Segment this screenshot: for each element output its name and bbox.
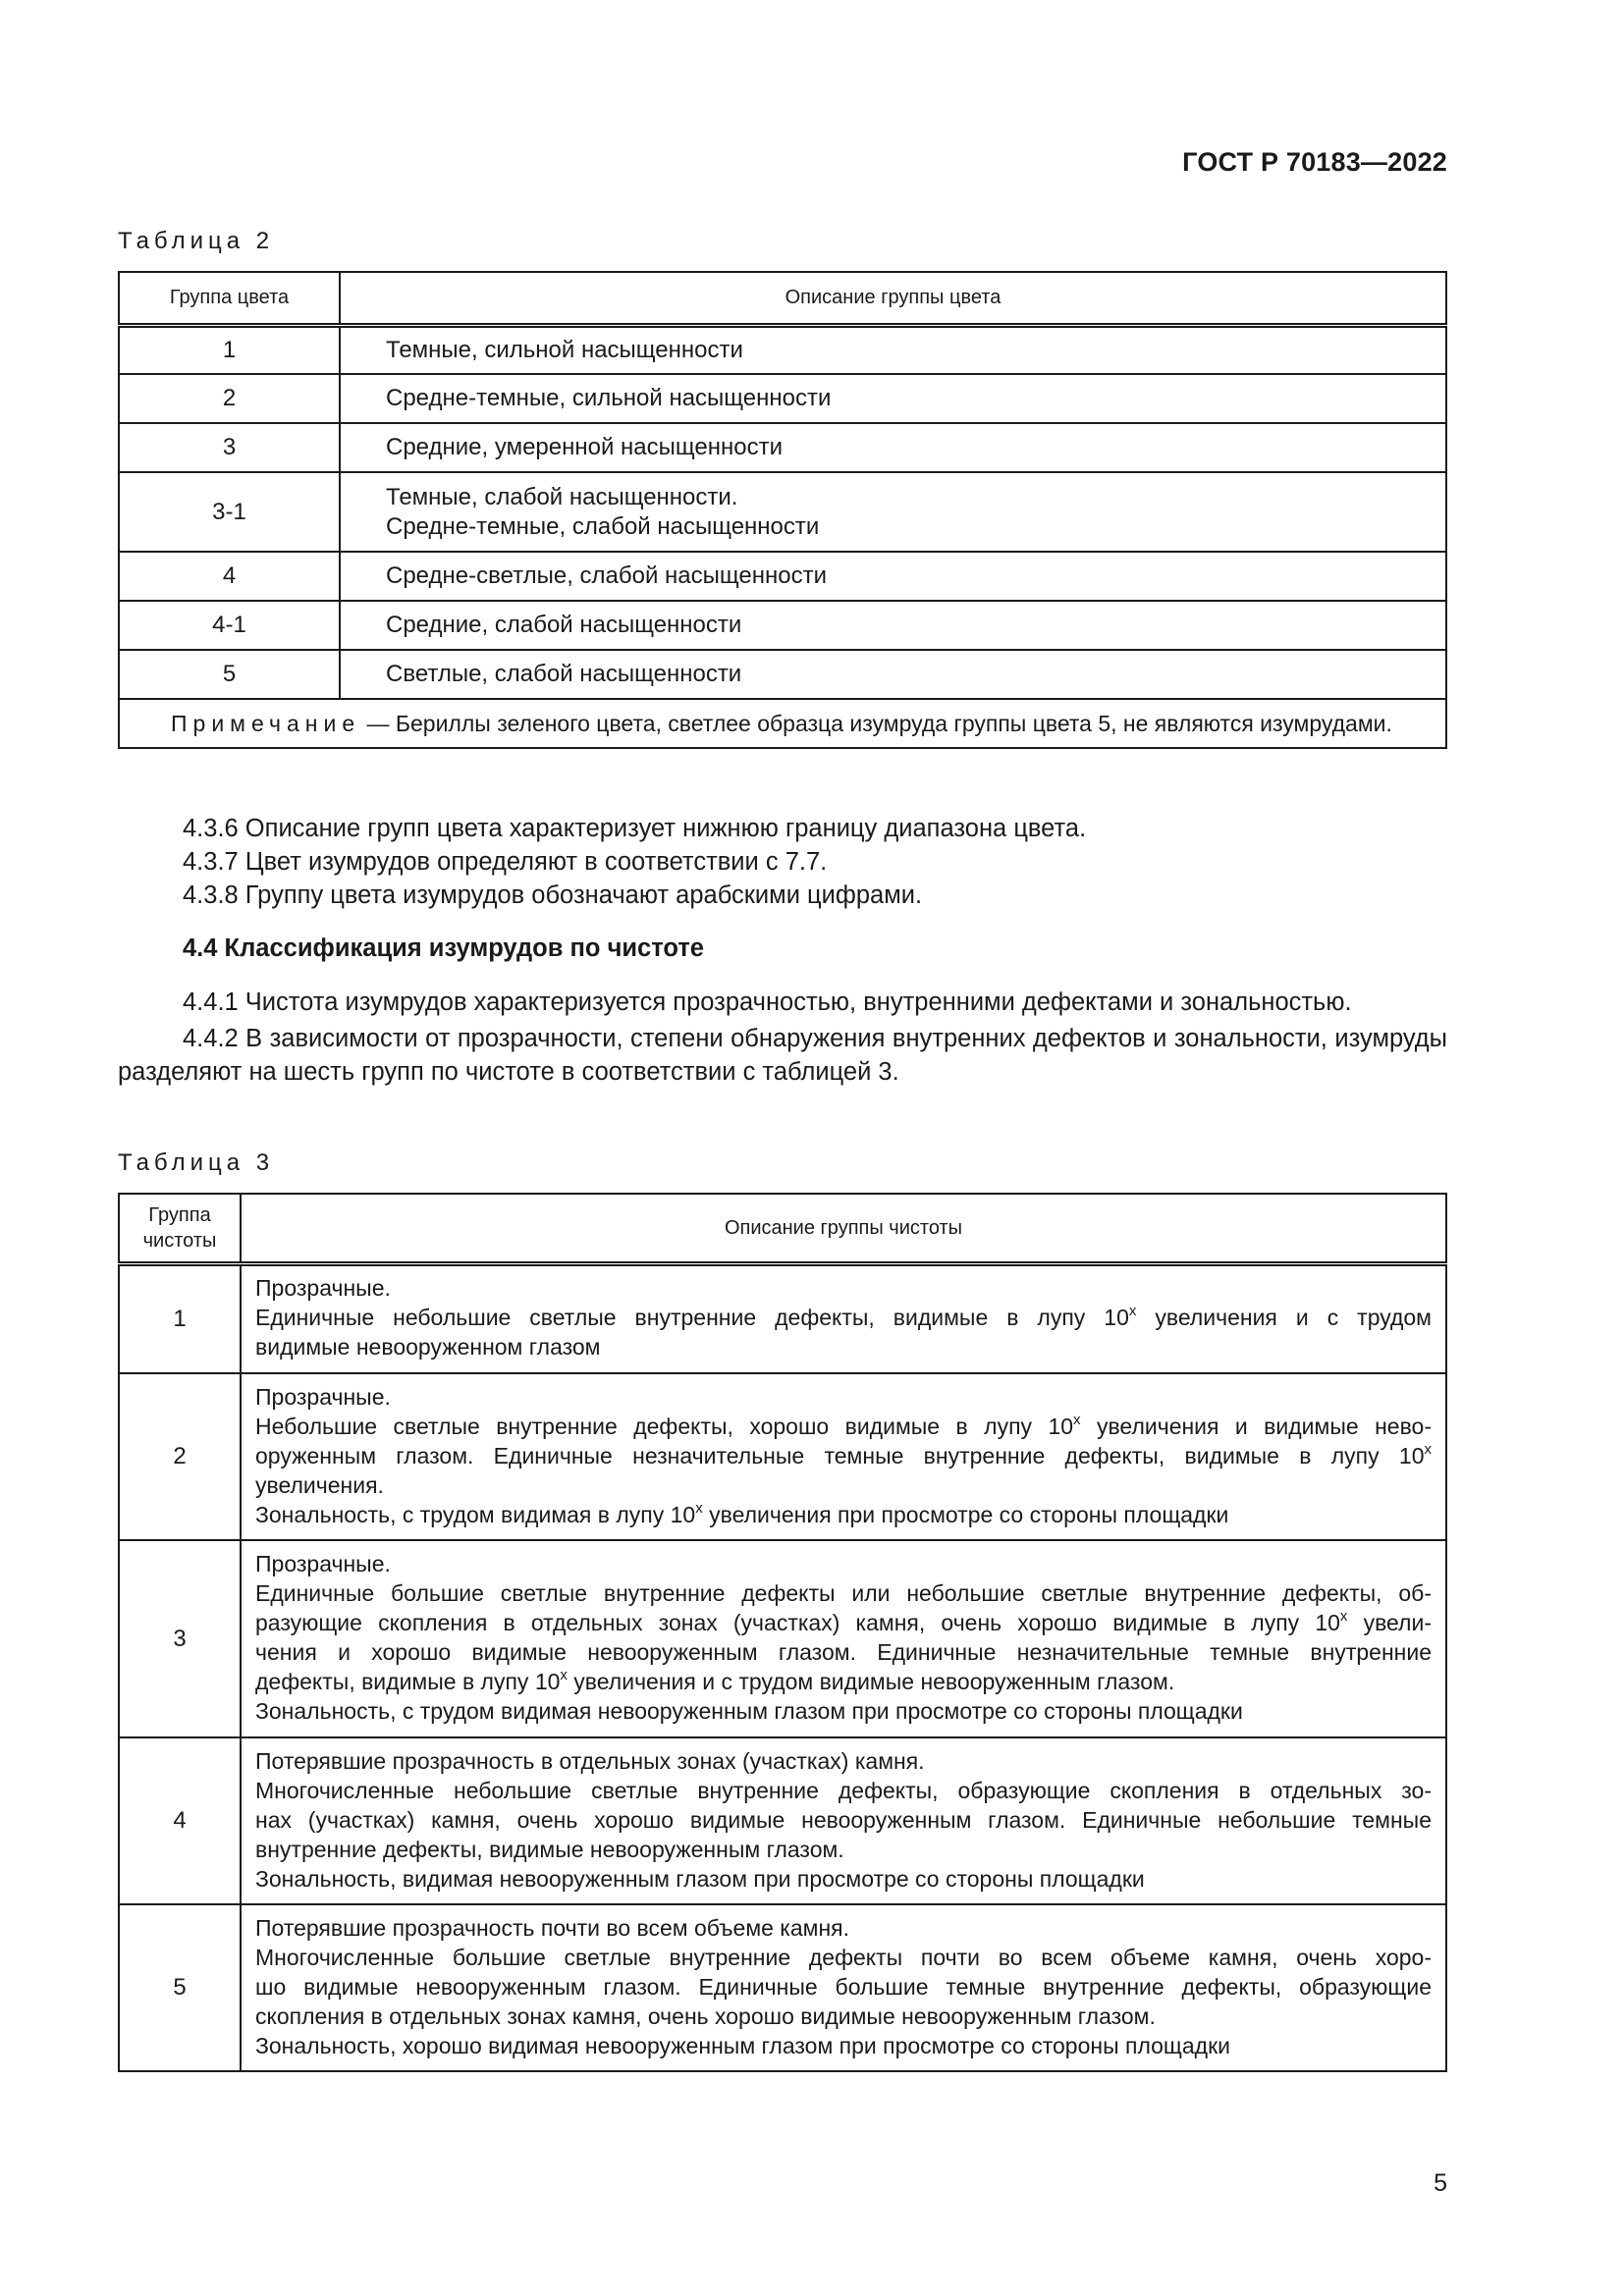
clarity-group-description xyxy=(241,1540,1446,1737)
paragraphs-4-3 xyxy=(118,812,1447,912)
paragraph-4-3-8: 4.3.8 Группу цвета изумрудов обозначают арабскими цифрами. xyxy=(183,881,923,909)
superscript: x xyxy=(695,1499,703,1517)
color-group-number: 3-1 xyxy=(119,472,340,552)
description-line: Многочисленные большие светлые внутренние дефекты почти во всем объеме камня, очень хоро- xyxy=(255,1944,1432,1970)
superscript: x xyxy=(560,1667,568,1683)
description-line: Многочисленные небольшие светлые внутренние дефекты, образующие скопления в отдельных зо- xyxy=(255,1777,1432,1803)
table-2-note xyxy=(119,699,1446,748)
clarity-group-description xyxy=(241,1904,1446,2071)
description-line: Зональность, хорошо видимая невооруженным глазом при просмотре со стороны площадки xyxy=(255,2032,1230,2058)
clarity-group-number: 1 xyxy=(119,1263,241,1373)
description-line: Прозрачные. xyxy=(255,1275,391,1302)
paragraphs-4-4 xyxy=(118,986,1447,1089)
table-row xyxy=(119,601,1446,650)
text-run: увеличения и с трудом видимые невооруженным глазом. xyxy=(567,1669,1175,1694)
table-row xyxy=(119,1263,1446,1373)
clarity-group-number: 4 xyxy=(119,1737,241,1904)
description-line: Потерявшие прозрачность почти во всем объеме камня. xyxy=(255,1914,850,1941)
description-line: увеличения. xyxy=(255,1471,384,1498)
color-group-description: Средне-темные, сильной насыщенности xyxy=(340,374,1446,423)
description-line: Средне-темные, слабой насыщенности xyxy=(386,512,820,540)
text-run: увеличения и с трудом xyxy=(1136,1305,1432,1331)
clarity-group-number: 5 xyxy=(119,1904,241,2071)
description-line xyxy=(255,1500,1432,1529)
table-row xyxy=(119,650,1446,699)
table-3-header-group xyxy=(119,1194,241,1263)
color-group-description: Средние, умеренной насыщенности xyxy=(340,423,1446,472)
note-text: — Бериллы зеленого цвета, светлее образца изумруда группы цвета 5, не являются изумрудами. xyxy=(360,711,1392,736)
color-group-number: 1 xyxy=(119,325,340,374)
description-line xyxy=(255,1441,1432,1470)
table-row xyxy=(119,1373,1446,1540)
table-3-caption: Таблица 3 xyxy=(118,1149,275,1176)
description-line: Прозрачные. xyxy=(255,1551,391,1576)
text-run: увели- xyxy=(1347,1610,1432,1635)
text-run: увеличения при просмотре со стороны площадки xyxy=(702,1501,1229,1527)
text-run: оруженным глазом. Единичные незначительные темные внутренние дефекты, видимые в лупу 10 xyxy=(255,1442,1425,1468)
description-line: Прозрачные. xyxy=(255,1383,391,1410)
clarity-group-description xyxy=(241,1263,1446,1373)
description-line: видимые невооруженном глазом xyxy=(255,1334,601,1361)
description-line: Зональность, видимая невооруженным глазом при просмотре со стороны площадки xyxy=(255,1865,1145,1892)
clarity-group-number: 3 xyxy=(119,1540,241,1737)
description-line: шо видимые невооруженным глазом. Единичные большие темные внутренние дефекты, образующие xyxy=(255,1973,1432,2000)
description-line: скопления в отдельных зонах камня, очень хорошо видимые невооруженным глазом. xyxy=(255,2002,1156,2029)
text-run: разующие скопления в отдельных зонах (участках) камня, очень хорошо видимые в лупу 10 xyxy=(255,1610,1340,1635)
text-run: Небольшие светлые внутренние дефекты, хорошо видимые в лупу 10 xyxy=(255,1413,1074,1439)
color-group-description xyxy=(340,472,1446,552)
table-row xyxy=(119,374,1446,423)
text-run: дефекты, видимые в лупу 10 xyxy=(255,1669,561,1694)
color-group-number: 4 xyxy=(119,552,340,601)
color-group-number: 2 xyxy=(119,374,340,423)
color-group-description: Средние, слабой насыщенности xyxy=(340,601,1446,650)
description-line: внутренние дефекты, видимые невооруженным глазом. xyxy=(255,1836,844,1862)
superscript: x xyxy=(1339,1608,1348,1625)
paragraph-4-4-1: 4.4.1 Чистота изумрудов характеризуется прозрачностью, внутренними дефектами и зональностью. xyxy=(183,988,1352,1016)
description-line: Единичные большие светлые внутренние дефекты или небольшие светлые внутренние дефекты, об- xyxy=(255,1580,1432,1606)
paragraph-4-3-6: 4.3.6 Описание групп цвета характеризует нижнюю границу диапазона цвета. xyxy=(183,815,1087,842)
description-line: нах (участках) камня, очень хорошо видимые невооруженным глазом. Единичные небольшие темные xyxy=(255,1806,1432,1833)
superscript: x xyxy=(1073,1411,1081,1428)
document-number: ГОСТ Р 70183—2022 xyxy=(1182,147,1447,177)
table-row xyxy=(119,552,1446,601)
text-run: Зональность, с трудом видимая в лупу 10 xyxy=(255,1501,696,1527)
table-2 xyxy=(118,271,1447,749)
table-2-header-description: Описание группы цвета xyxy=(340,272,1446,325)
clarity-group-number: 2 xyxy=(119,1373,241,1540)
paragraph-4-3-7: 4.3.7 Цвет изумрудов определяют в соответствии с 7.7. xyxy=(183,848,828,876)
color-group-description: Средне-светлые, слабой насыщенности xyxy=(340,552,1446,601)
clarity-group-description xyxy=(241,1737,1446,1904)
header-line: Группа xyxy=(148,1203,211,1226)
table-3 xyxy=(118,1193,1447,2072)
color-group-description: Светлые, слабой насыщенности xyxy=(340,650,1446,699)
color-group-number: 4-1 xyxy=(119,601,340,650)
description-line xyxy=(255,1667,1432,1696)
page-number: 5 xyxy=(1434,2169,1447,2197)
table-row xyxy=(119,472,1446,552)
description-line: Темные, слабой насыщенности. xyxy=(386,483,738,510)
table-note-row xyxy=(119,699,1446,748)
table-3-header-description: Описание группы чистоты xyxy=(241,1194,1446,1263)
color-group-description: Темные, сильной насыщенности xyxy=(340,325,1446,374)
description-line: Зональность, с трудом видимая невооруженным глазом при просмотре со стороны площадки xyxy=(255,1698,1243,1724)
description-line xyxy=(255,1608,1432,1637)
table-row xyxy=(119,423,1446,472)
section-heading-4-4: 4.4 Классификация изумрудов по чистоте xyxy=(183,934,704,962)
table-2-header-group: Группа цвета xyxy=(119,272,340,325)
color-group-number: 5 xyxy=(119,650,340,699)
note-label: Примечание xyxy=(171,711,361,736)
text-run: Единичные небольшие светлые внутренние дефекты, видимые в лупу 10 xyxy=(255,1305,1129,1331)
superscript: x xyxy=(1424,1440,1432,1458)
paragraph-4-4-2: 4.4.2 В зависимости от прозрачности, степени обнаружения внутренних дефектов и зональности, изумруды разделяют на шесть групп по чистоте в соответствии с таблицей 3. xyxy=(118,1025,1447,1086)
table-row xyxy=(119,325,1446,374)
clarity-group-description xyxy=(241,1373,1446,1540)
header-line: чистоты xyxy=(142,1229,217,1252)
description-line xyxy=(255,1303,1432,1332)
color-group-number: 3 xyxy=(119,423,340,472)
text-run: увеличения и видимые нево- xyxy=(1080,1413,1432,1439)
description-line: Потерявшие прозрачность в отдельных зонах (участках) камня. xyxy=(255,1747,925,1774)
table-row xyxy=(119,1737,1446,1904)
table-row xyxy=(119,1904,1446,2071)
table-2-caption: Таблица 2 xyxy=(118,228,275,254)
table-row xyxy=(119,1540,1446,1737)
superscript: x xyxy=(1128,1303,1137,1320)
description-line: чения и хорошо видимые невооруженным глазом. Единичные незначительные темные внутренние xyxy=(255,1639,1432,1665)
description-line xyxy=(255,1412,1432,1441)
